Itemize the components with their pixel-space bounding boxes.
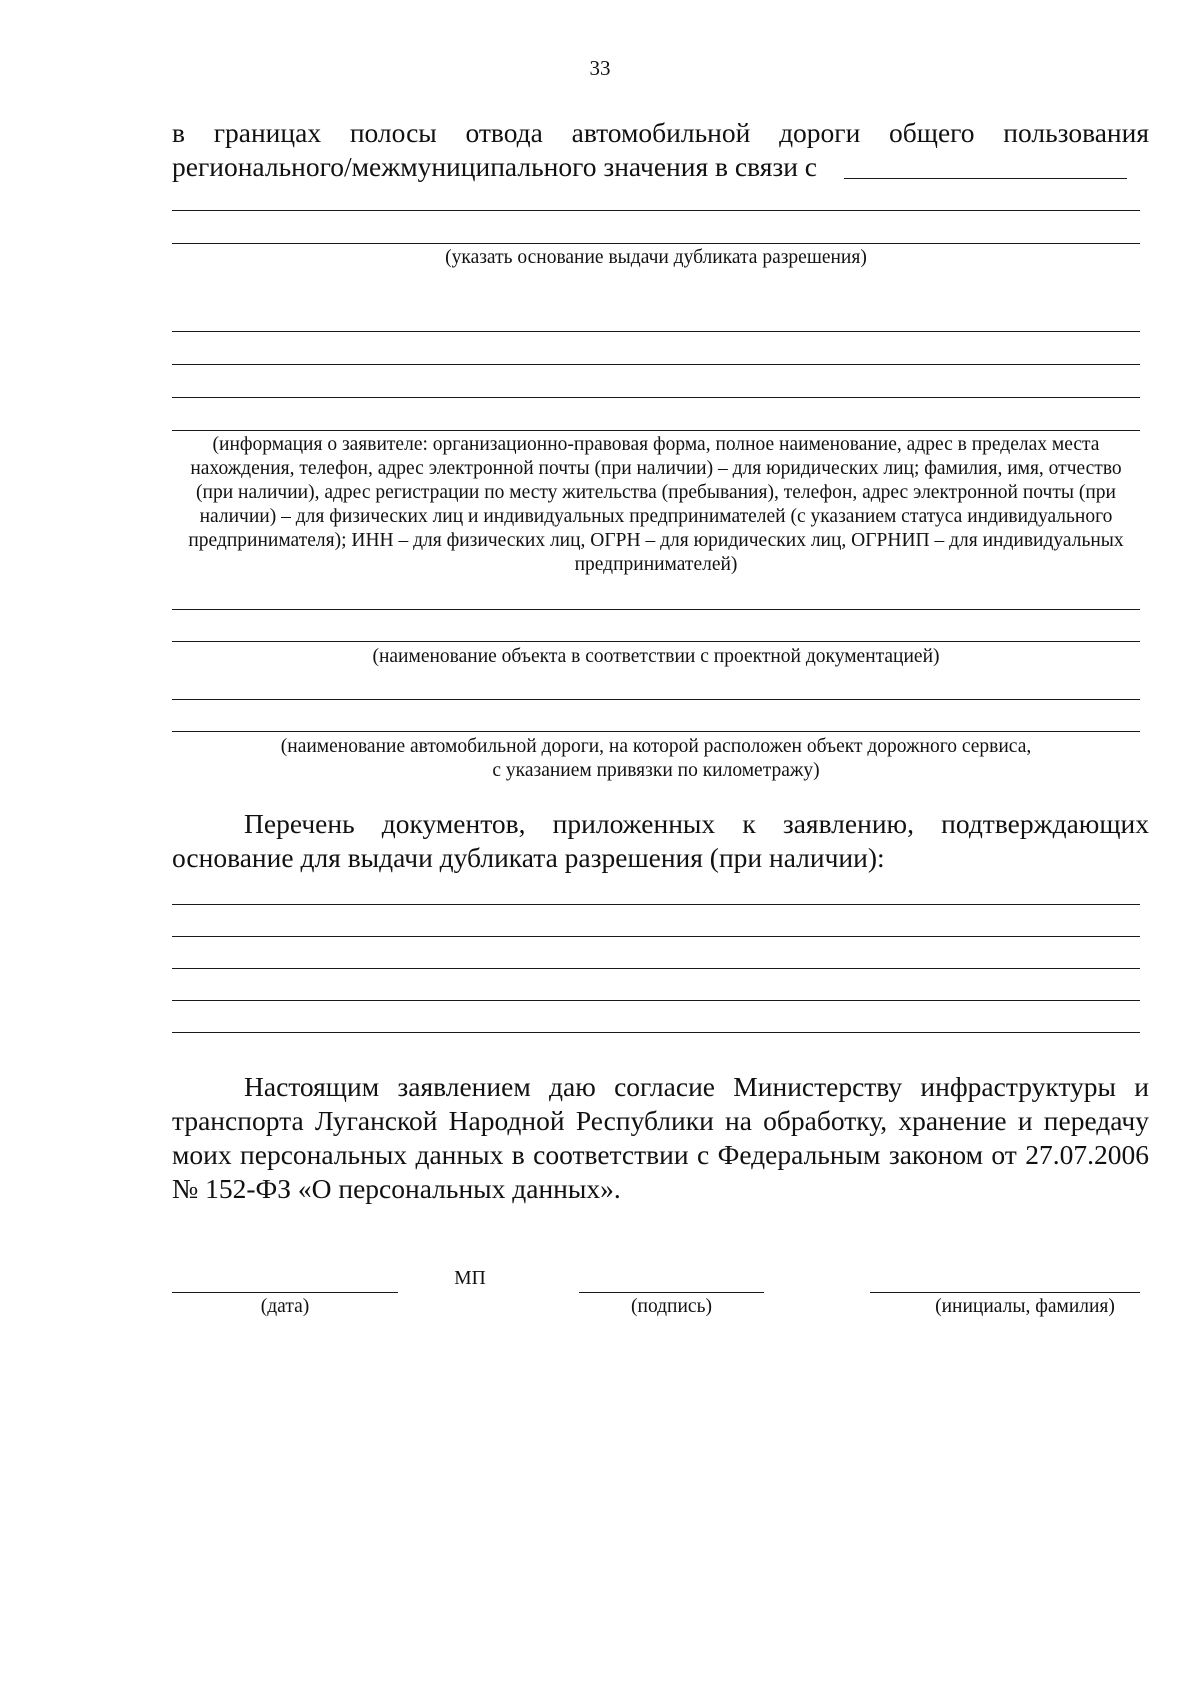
documents-blank-line-2[interactable] — [172, 936, 1140, 937]
documents-blank-line-5[interactable] — [172, 1032, 1140, 1033]
applicant-blank-line-1[interactable] — [172, 331, 1140, 332]
applicant-blank-line-4[interactable] — [172, 430, 1140, 431]
intro-line-2: регионального/межмуниципального значения в связи с — [172, 151, 818, 182]
name-blank[interactable] — [870, 1292, 1140, 1293]
name-caption: (инициалы, фамилия) — [935, 1296, 1115, 1317]
page-number: 33 — [589, 56, 611, 80]
reason-blank-line-1[interactable] — [172, 210, 1140, 211]
road-caption-line-2: с указанием привязки по километражу) — [492, 760, 820, 781]
consent-paragraph: Настоящим заявлением даю согласие Министерству инфраструктуры и транспорта Луганской Народной Республики на обработку, хранение и передачу моих персональных данных в соответствии с Федеральным законом от 27.07.2006 № 152-ФЗ «О персональных данных». — [172, 1071, 1149, 1204]
signature-caption: (подпись) — [631, 1296, 712, 1317]
object-blank-line-1[interactable] — [172, 609, 1140, 610]
object-caption: (наименование объекта в соответствии с проектной документацией) — [372, 646, 940, 667]
signature-blank[interactable] — [579, 1292, 764, 1293]
reason-inline-blank[interactable] — [844, 178, 1127, 179]
intro-line-1: в границах полосы отвода автомобильной дороги общего пользования — [172, 117, 1149, 148]
date-blank[interactable] — [172, 1292, 398, 1293]
stamp-label: МП — [454, 1268, 486, 1289]
reason-caption: (указать основание выдачи дубликата разрешения) — [445, 247, 867, 268]
date-caption: (дата) — [260, 1296, 310, 1317]
road-blank-line-1[interactable] — [172, 699, 1140, 700]
documents-blank-line-1[interactable] — [172, 904, 1140, 905]
road-blank-line-2[interactable] — [172, 731, 1140, 732]
documents-blank-line-4[interactable] — [172, 1000, 1140, 1001]
applicant-blank-line-2[interactable] — [172, 364, 1140, 365]
road-caption-line-1: (наименование автомобильной дороги, на которой расположен объект дорожного сервиса, — [280, 736, 1032, 757]
object-blank-line-2[interactable] — [172, 641, 1140, 642]
documents-list-paragraph: Перечень документов, приложенных к заявлению, подтверждающих основание для выдачи дубликата разрешения (при наличии): — [172, 808, 1149, 873]
documents-blank-line-3[interactable] — [172, 968, 1140, 969]
applicant-blank-line-3[interactable] — [172, 397, 1140, 398]
road-caption — [172, 735, 1140, 783]
reason-blank-line-2[interactable] — [172, 243, 1140, 244]
intro-paragraph — [172, 116, 1149, 184]
applicant-caption: (информация о заявителе: организационно-правовая форма, полное наименование, адрес в пределах места нахождения, телефон, адрес электронной почты (при наличии) – для юридических лиц; фамилия, имя, отчество (при наличии), адрес регистрации по месту жительства (пребывания), телефон, адрес электронной почты (при наличии) – для физических лиц и индивидуальных предпринимателей (с указанием статуса индивидуального предпринимателя); ИНН – для физических лиц, ОГРН – для юридических лиц, ОГРНИП – для индивидуальных предпринимателей) — [188, 434, 1124, 575]
